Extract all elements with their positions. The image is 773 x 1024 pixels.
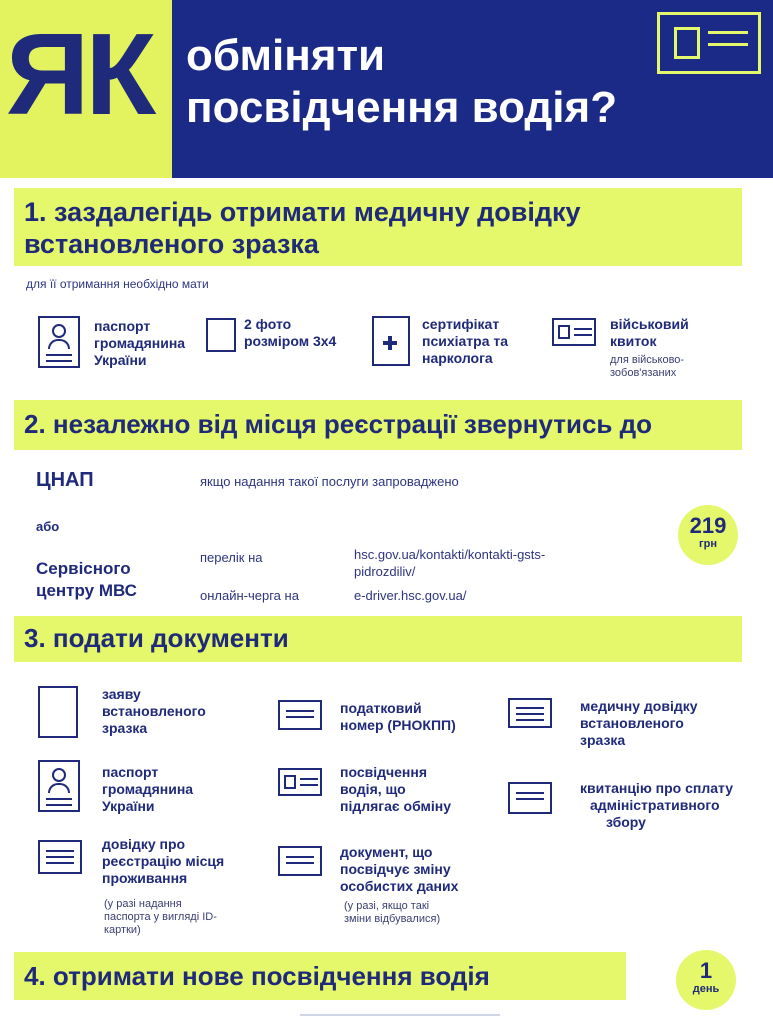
page-title — [186, 30, 617, 134]
item-application-label: заяву встановленого зразка — [102, 686, 206, 736]
header-yak-block — [0, 0, 172, 178]
driver-license-icon — [278, 768, 322, 796]
item-military-id-label: військовий квиток — [610, 316, 689, 349]
item-passport-2-label: паспорт громадянина України — [102, 764, 194, 814]
id-card-icon — [657, 12, 761, 74]
item-driver-license-label: посвідчення водія, що підлягає обміну — [340, 764, 452, 814]
photo-icon — [206, 318, 236, 352]
medical-certificate-doc-icon — [508, 698, 552, 728]
title-line-1: обміняти — [186, 31, 386, 80]
cnap-note: якщо надання такої послуги запроваджено — [200, 474, 459, 489]
or-label: або — [36, 519, 60, 534]
list-label: перелік на — [200, 550, 263, 565]
header-title-block — [172, 0, 773, 178]
header — [0, 0, 773, 178]
tax-number-icon — [278, 700, 322, 730]
section-2-title: 2. незалежно від місця реєстрації звернутись до — [24, 409, 653, 439]
application-icon — [38, 686, 78, 738]
name-change-document-icon — [278, 846, 322, 876]
item-medical-certificate-label: сертифікат психіатра та нарколога — [422, 316, 509, 366]
price-badge: 219 грн — [678, 505, 738, 565]
item-photo-label: 2 фото розміром 3х4 — [244, 316, 337, 349]
military-id-icon — [552, 318, 596, 346]
item-medical-certificate-doc-label: медичну довідку встановленого зразка — [580, 698, 698, 748]
item-receipt-label: квитанцію про сплату адміністративного збору — [580, 780, 734, 830]
queue-url[interactable]: e-driver.hsc.gov.ua/ — [354, 588, 467, 603]
item-name-change-document-label: документ, що посвідчує зміну особистих даних — [340, 844, 459, 894]
medical-certificate-icon — [372, 316, 410, 366]
section-3-title: 3. подати документи — [24, 623, 289, 653]
item-passport-label: паспорт громадянина України — [94, 318, 186, 368]
passport-icon — [38, 316, 80, 368]
item-tax-number-label: податковий номер (РНОКПП) — [340, 700, 456, 733]
bottom-divider — [300, 1014, 500, 1016]
header-yak-text: ЯК — [6, 9, 153, 139]
list-url[interactable]: hsc.gov.ua/kontakti/kontakti-gsts- pidrozdiliv/ — [354, 547, 546, 579]
title-line-2: посвідчення водія? — [186, 83, 618, 132]
term-badge: 1 день — [676, 950, 736, 1010]
queue-label: онлайн-черга на — [200, 588, 299, 603]
section-1-title-line-1: 1. заздалегідь отримати медичну довідку — [24, 197, 581, 227]
service-center-label: Сервісного центру МВС — [36, 559, 137, 600]
cnap-label: ЦНАП — [36, 469, 94, 491]
section-4-title: 4. отримати нове посвідчення водія — [24, 961, 490, 991]
name-change-note: (у разі, якщо такі зміни відбувалися) — [344, 900, 441, 925]
passport-icon — [38, 760, 80, 812]
residence-certificate-icon — [38, 840, 82, 874]
item-residence-certificate-label: довідку про реєстрацію місця проживання — [102, 836, 225, 886]
residence-certificate-note: (у разі надання паспорта у вигляді ID- картки) — [104, 898, 217, 936]
section-1-title-line-2: встановленого зразка — [24, 229, 319, 259]
military-id-note: для військово- зобов'язаних — [610, 354, 685, 379]
receipt-icon — [508, 782, 552, 814]
section-1-subtitle: для її отримання необхідно мати — [26, 277, 209, 291]
